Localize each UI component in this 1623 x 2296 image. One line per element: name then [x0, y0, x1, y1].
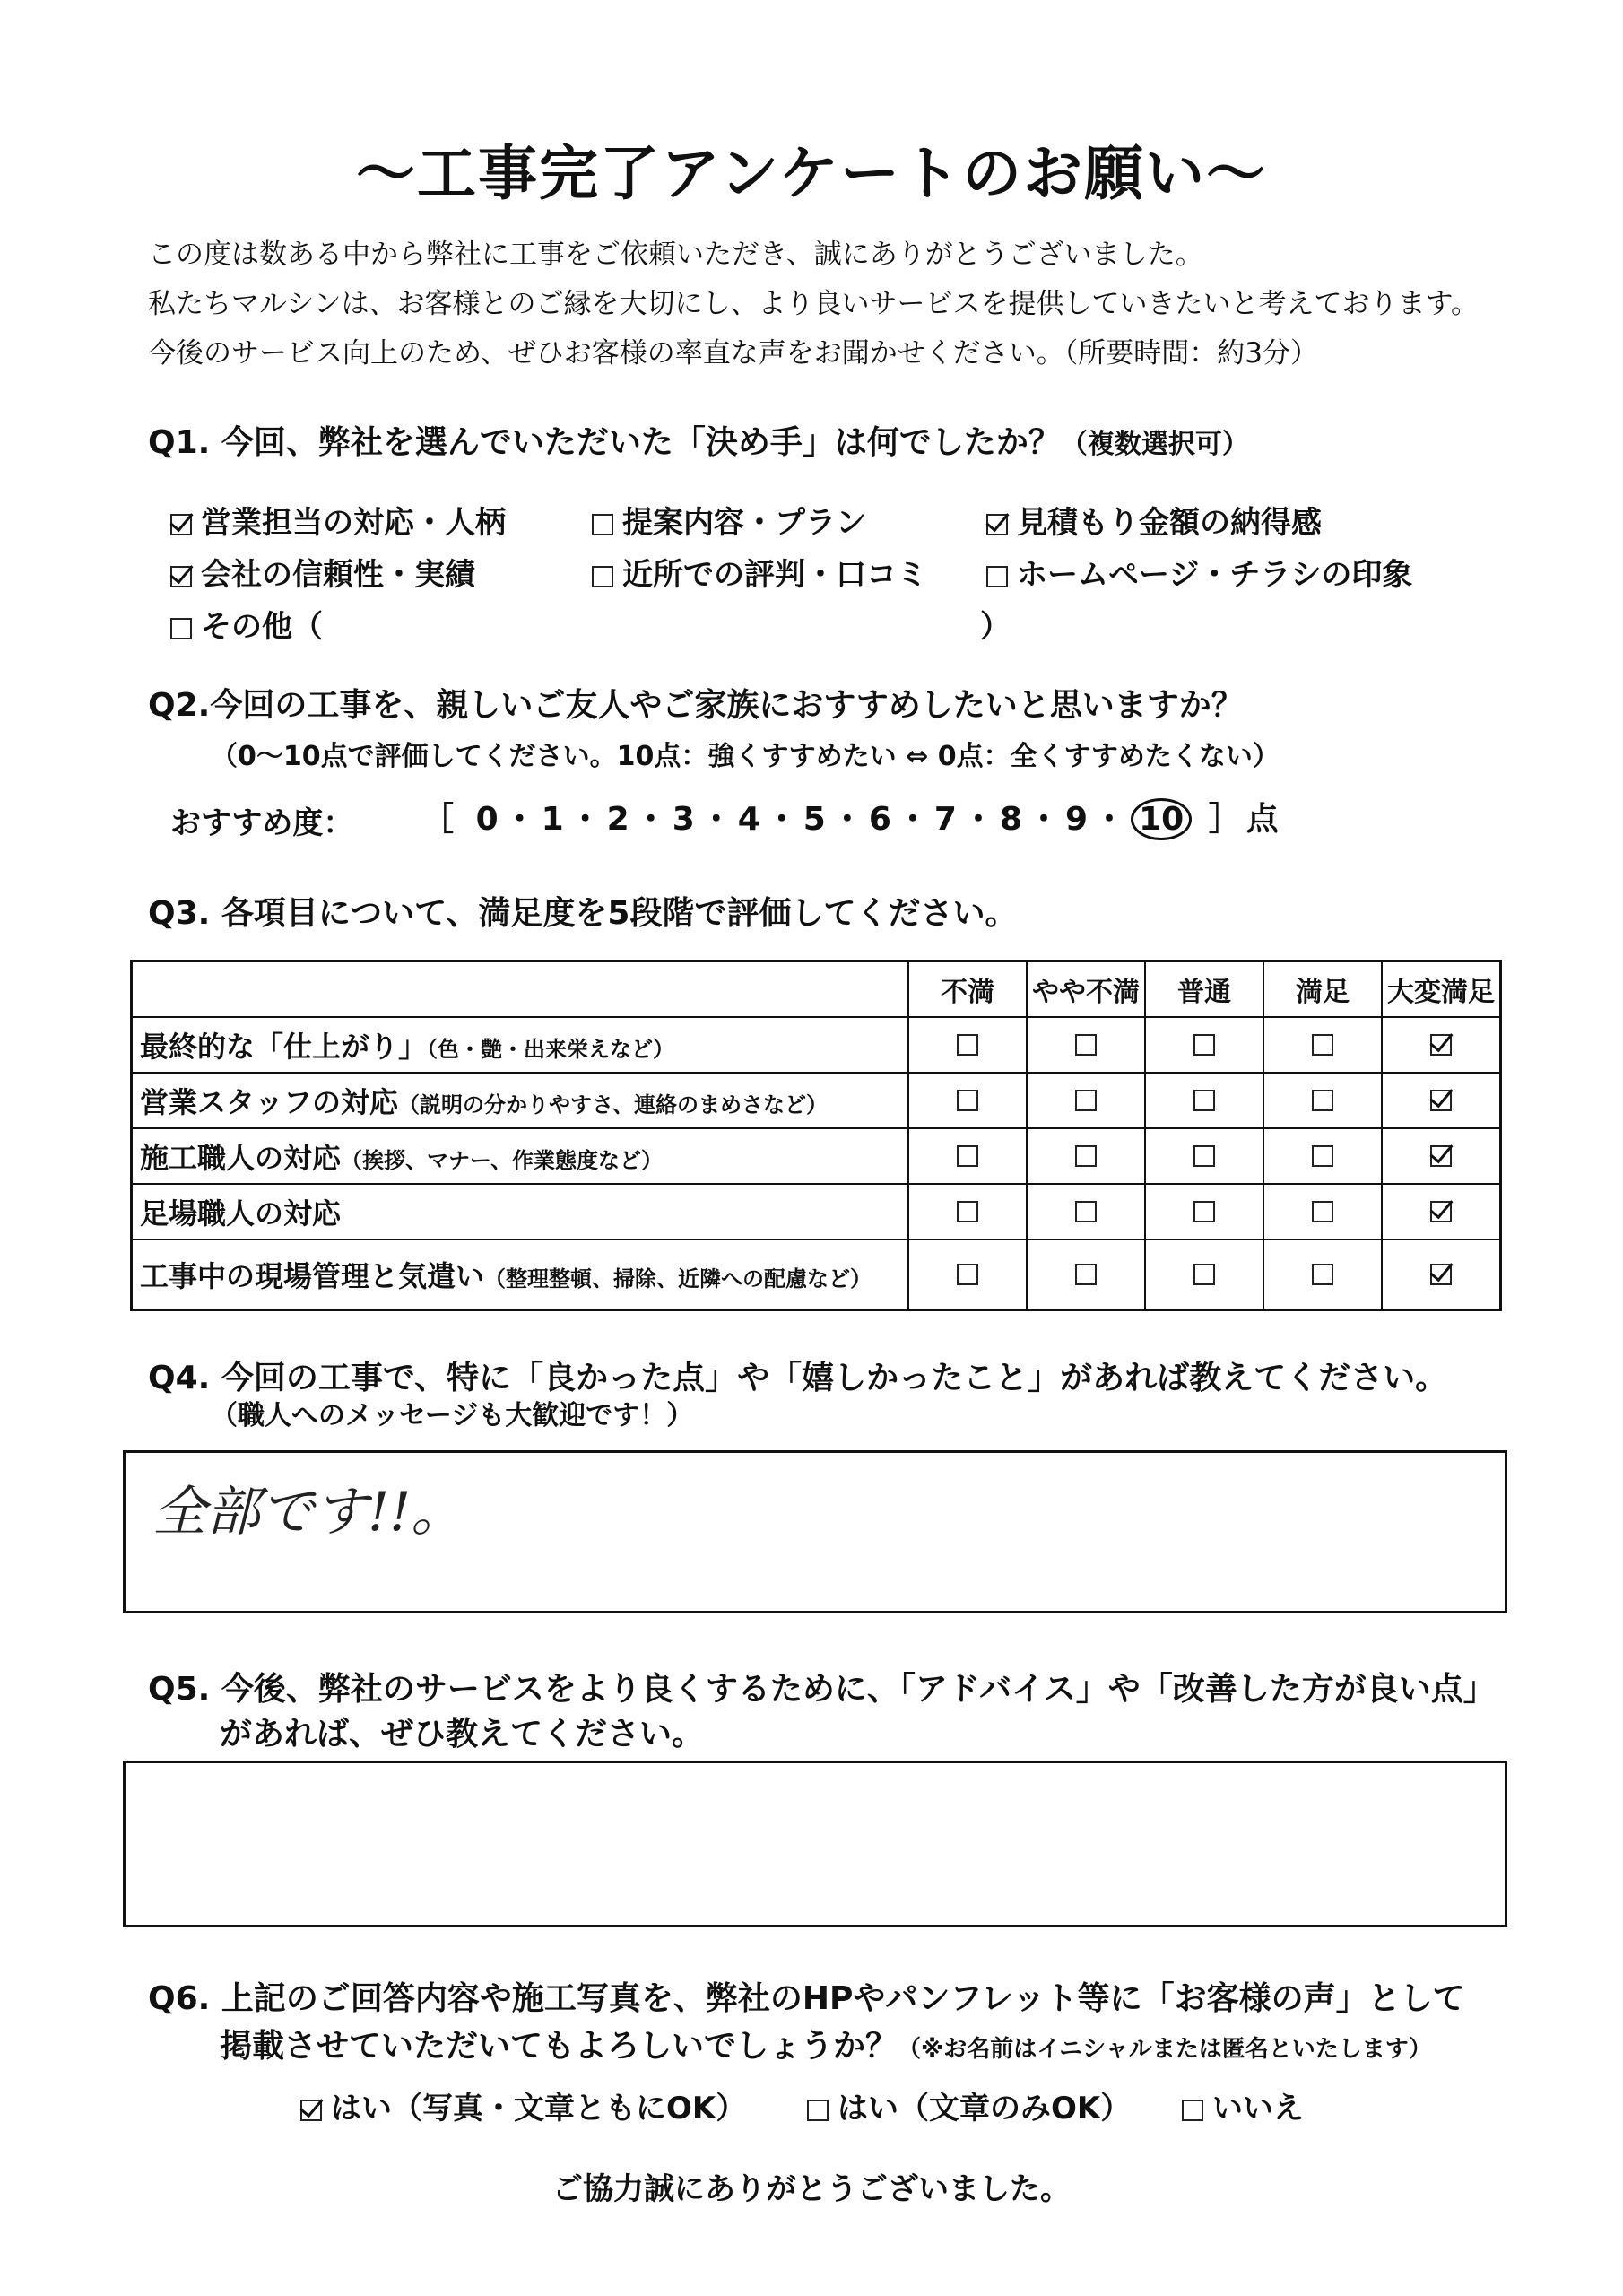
checkbox-icon[interactable] — [170, 618, 192, 639]
q4-sub: （職人へのメッセージも大歓迎です！） — [211, 1400, 694, 1431]
checkbox-icon[interactable] — [1193, 1145, 1215, 1167]
q4-answer-box[interactable] — [123, 1450, 1507, 1613]
column-header: 普通 — [1145, 961, 1263, 1018]
option-label: 近所での評判・口コミ — [622, 557, 927, 593]
q5-answer-box[interactable] — [123, 1761, 1507, 1927]
checkbox-checked-icon[interactable] — [1430, 1201, 1452, 1222]
column-header: やや不満 — [1027, 961, 1145, 1018]
checkbox-icon[interactable] — [957, 1201, 978, 1222]
checkbox-icon[interactable] — [1193, 1034, 1215, 1056]
option-label: その他（ — [201, 609, 323, 645]
checkbox-checked-icon[interactable] — [300, 2100, 322, 2121]
row-title: 最終的な「仕上がり」 — [140, 1030, 428, 1064]
row-title: 足場職人の対応 — [140, 1196, 342, 1231]
option-label: はい（写真・文章ともにOK） — [331, 2091, 747, 2126]
checkbox-checked-icon[interactable] — [1430, 1145, 1452, 1167]
q2-label: おすすめ度： — [170, 805, 354, 841]
q2-sub: （0〜10点で評価してください。10点：強くすすめたい ⇔ 0点：全くすすめたくない） — [211, 741, 1280, 772]
column-header: 大変満足 — [1382, 961, 1501, 1018]
checkbox-icon[interactable] — [1182, 2100, 1203, 2121]
q6-option-1[interactable] — [300, 2083, 746, 2127]
q1-note: （複数選択可） — [1060, 429, 1249, 460]
q4-handwritten-answer: 全部です!!。 — [152, 1481, 465, 1544]
option-label: はい（文章のみOK） — [838, 2091, 1132, 2126]
selected-score[interactable]: 10 — [1131, 798, 1192, 840]
option-label: 提案内容・プラン — [622, 505, 866, 541]
q1-heading — [148, 417, 1249, 463]
q1-option-2[interactable] — [592, 498, 866, 542]
intro-line-2: 私たちマルシンは、お客様とのご縁を大切にし、より良いサービスを提供していきたいと考えております。 — [148, 288, 1479, 320]
table-row — [132, 1239, 1501, 1310]
satisfaction-table — [130, 960, 1502, 1311]
table-row — [132, 1184, 1501, 1239]
checkbox-icon[interactable] — [1312, 1201, 1333, 1222]
checkbox-icon[interactable] — [807, 2100, 829, 2121]
bracket-open: ［ — [421, 801, 460, 838]
q2-question: Q2.今回の工事を、親しいご友人やご家族におすすめしたいと思いますか？ — [148, 687, 1244, 724]
q6-line-2 — [220, 2021, 1432, 2066]
row-note: （整理整頓、掃除、近隣への配慮など） — [484, 1266, 872, 1292]
q6-option-2[interactable] — [807, 2083, 1131, 2127]
checkbox-checked-icon[interactable] — [986, 514, 1008, 535]
option-label: いいえ — [1212, 2091, 1304, 2126]
intro-line-1: この度は数ある中から弊社に工事をご依頼いただき、誠にありがとうございました。 — [148, 239, 1203, 271]
row-label — [132, 1128, 909, 1184]
checkbox-icon[interactable] — [1312, 1145, 1333, 1167]
table-header-row — [132, 961, 1501, 1018]
table-row — [132, 1017, 1501, 1073]
q1-option-7[interactable] — [170, 602, 323, 646]
checkbox-icon[interactable] — [1193, 1201, 1215, 1222]
row-note: （説明の分かりやすさ、連絡のまめさなど） — [398, 1092, 829, 1118]
q1-option-5[interactable] — [592, 550, 927, 594]
column-header: 不満 — [908, 961, 1027, 1018]
scale-options: 0・1・2・3・4・5・6・7・8・9・ — [475, 801, 1132, 838]
checkbox-icon[interactable] — [592, 514, 613, 535]
intro-line-3: 今後のサービス向上のため、ぜひお客様の率直な声をお聞かせください。（所要時間：約3分） — [148, 337, 1318, 370]
q5-question-2: があれば、ぜひ教えてください。 — [220, 1716, 705, 1752]
checkbox-icon[interactable] — [1193, 1264, 1215, 1285]
checkbox-checked-icon[interactable] — [1430, 1264, 1452, 1285]
checkbox-icon[interactable] — [1193, 1090, 1215, 1111]
row-title: 営業スタッフの対応 — [140, 1085, 399, 1119]
q1-option-1[interactable] — [170, 498, 506, 542]
option-label: 会社の信頼性・実績 — [201, 557, 475, 593]
row-label — [132, 1017, 909, 1073]
checkbox-checked-icon[interactable] — [1430, 1034, 1452, 1056]
row-note: （挨拶、マナー、作業態度など） — [341, 1148, 664, 1173]
q4-question: Q4. 今回の工事で、特に「良かった点」や「嬉しかったこと」があれば教えてください。 — [148, 1360, 1448, 1396]
checkbox-icon[interactable] — [1075, 1090, 1097, 1111]
q1-option-6[interactable] — [986, 550, 1412, 594]
q6-option-3[interactable] — [1182, 2083, 1304, 2127]
checkbox-icon[interactable] — [1312, 1034, 1333, 1056]
checkbox-icon[interactable] — [957, 1145, 978, 1167]
checkbox-checked-icon[interactable] — [1430, 1090, 1452, 1111]
q1-other-close: ） — [980, 609, 1011, 645]
footer-thanks: ご協力誠にありがとうございました。 — [552, 2171, 1071, 2207]
checkbox-icon[interactable] — [1075, 1201, 1097, 1222]
q1-option-4[interactable] — [170, 550, 475, 594]
q6-question: Q6. 上記のご回答内容や施工写真を、弊社のHPやパンフレット等に「お客様の声」として — [148, 1980, 1465, 2017]
q6-question-2: 掲載させていただいてもよろしいでしょうか？ — [220, 2028, 898, 2065]
column-header: 満足 — [1263, 961, 1382, 1018]
row-title: 施工職人の対応 — [140, 1141, 342, 1175]
row-note: （色・艶・出来栄えなど） — [427, 1037, 675, 1062]
checkbox-icon[interactable] — [592, 566, 613, 587]
checkbox-icon[interactable] — [1075, 1034, 1097, 1056]
checkbox-icon[interactable] — [957, 1034, 978, 1056]
q1-question: Q1. 今回、弊社を選んでいただいた「決め手」は何でしたか？ — [148, 424, 1061, 461]
checkbox-icon[interactable] — [1075, 1145, 1097, 1167]
option-label: 営業担当の対応・人柄 — [201, 505, 506, 541]
checkbox-icon[interactable] — [1075, 1264, 1097, 1285]
header-blank — [132, 961, 909, 1018]
q5-question: Q5. 今後、弊社のサービスをより良くするために、「アドバイス」や「改善した方が良い点」 — [148, 1671, 1496, 1708]
row-title: 工事中の現場管理と気遣い — [140, 1259, 485, 1293]
option-label: 見積もり金額の納得感 — [1017, 505, 1322, 541]
checkbox-icon[interactable] — [1312, 1264, 1333, 1285]
option-label: ホームページ・チラシの印象 — [1017, 557, 1413, 593]
checkbox-icon[interactable] — [1312, 1090, 1333, 1111]
row-label — [132, 1239, 909, 1310]
q3-question: Q3. 各項目について、満足度を5段階で評価してください。 — [148, 895, 1018, 932]
checkbox-checked-icon[interactable] — [170, 566, 192, 587]
row-label — [132, 1073, 909, 1128]
bracket-close: ］点 — [1208, 801, 1284, 838]
checkbox-icon[interactable] — [957, 1264, 978, 1285]
table-row — [132, 1073, 1501, 1128]
checkbox-icon[interactable] — [986, 566, 1008, 587]
checkbox-icon[interactable] — [957, 1090, 978, 1111]
row-label — [132, 1184, 909, 1239]
table-row — [132, 1128, 1501, 1184]
q1-option-3[interactable] — [986, 498, 1322, 542]
checkbox-checked-icon[interactable] — [170, 514, 192, 535]
q6-note: （※お名前はイニシャルまたは匿名といたします） — [898, 2036, 1432, 2063]
page-title: 〜工事完了アンケートのお願い〜 — [355, 139, 1268, 208]
q2-scale[interactable] — [421, 794, 1284, 840]
